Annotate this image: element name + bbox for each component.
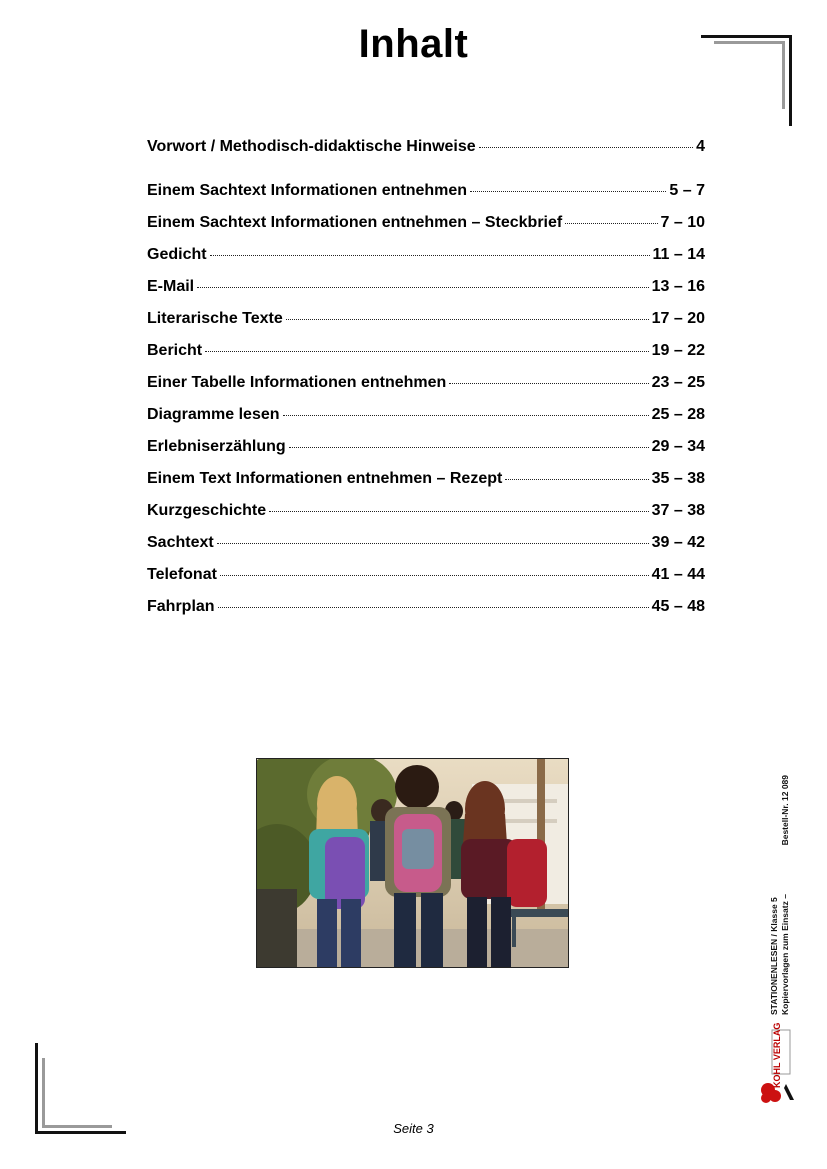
toc-entry-label: Erlebniserzählung [147,438,286,455]
page-title: Inhalt [358,22,469,66]
toc-entry-label: Einer Tabelle Informationen entnehmen [147,374,447,391]
toc-entry [147,278,705,310]
series-title: STATIONENLESEN / Klasse 5 [769,897,779,1015]
toc-entry-label: Sachtext [147,534,214,551]
toc-dot-leader [449,383,648,384]
toc-dot-leader [217,543,649,544]
toc-entry-page: 11 – 14 [652,246,705,263]
toc-dot-leader [470,191,666,192]
toc-entry [147,598,705,630]
toc-entry [147,438,705,470]
corner-line [42,1058,45,1128]
students-with-backpacks-photo [256,758,569,968]
toc-dot-leader [286,319,649,320]
toc-entry-page: 37 – 38 [651,502,705,519]
toc-entry-page: 45 – 48 [651,598,705,615]
toc-dot-leader [269,511,648,512]
toc-entry [147,566,705,598]
toc-dot-leader [283,415,649,416]
toc-entry-page: 41 – 44 [651,566,705,583]
toc-entry [147,182,705,214]
toc-entry-page: 25 – 28 [651,406,705,423]
toc-entry-page: 5 – 7 [669,182,705,199]
page-number: Seite 3 [393,1121,434,1136]
toc-entry-label: Gedicht [147,246,207,263]
toc-entry [147,246,705,278]
toc-dot-leader [479,147,693,148]
toc-entry-page: 39 – 42 [651,534,705,551]
toc-entry-page: 4 [696,138,705,155]
toc-dot-leader [220,575,649,576]
toc-entry-page: 19 – 22 [651,342,705,359]
toc-entry [147,534,705,566]
toc-entry-page: 29 – 34 [651,438,705,455]
toc-entry-label: Vorwort / Methodisch-didaktische Hinweise [147,138,476,155]
toc-entry-label: Diagramme lesen [147,406,280,423]
toc-dot-leader [565,223,657,224]
toc-entry-page: 17 – 20 [651,310,705,327]
corner-line [701,35,792,38]
corner-line [714,41,785,44]
toc-entry-page: 7 – 10 [660,214,705,231]
order-number: Bestell-Nr. 12 089 [780,775,790,846]
toc-entry [147,310,705,342]
toc-entry [147,342,705,374]
toc-entry-label: E-Mail [147,278,195,295]
toc-entry-label: Einem Text Informationen entnehmen – Rezept [147,470,503,487]
toc-dot-leader [218,607,649,608]
publisher-name: KOHL VERLAG [772,1022,782,1088]
kohl-verlag-logo [760,1022,800,1104]
toc-entry-page: 13 – 16 [651,278,705,295]
corner-line [782,41,785,109]
toc-entry-label: Kurzgeschichte [147,502,267,519]
toc-entry-label: Telefonat [147,566,217,583]
toc-entry [147,138,705,170]
toc-entry-label: Fahrplan [147,598,215,615]
series-subtitle: Kopiervorlagen zum Einsatz – [780,894,790,1015]
toc-entry-page: 35 – 38 [651,470,705,487]
corner-line [789,35,792,126]
table-of-contents [147,138,705,630]
toc-entry-label: Literarische Texte [147,310,283,327]
toc-dot-leader [505,479,648,480]
toc-entry [147,406,705,438]
toc-entry-page: 23 – 25 [651,374,705,391]
toc-entry-label: Einem Sachtext Informationen entnehmen – Steckbrief [147,214,563,231]
toc-dot-leader [210,255,650,256]
toc-entry [147,214,705,246]
toc-entry [147,374,705,406]
toc-dot-leader [205,351,648,352]
toc-dot-leader [289,447,649,448]
toc-entry [147,502,705,534]
toc-entry [147,470,705,502]
toc-entry-label: Einem Sachtext Informationen entnehmen [147,182,468,199]
toc-entry-label: Bericht [147,342,203,359]
side-publication-info [767,775,795,1015]
toc-dot-leader [197,287,648,288]
